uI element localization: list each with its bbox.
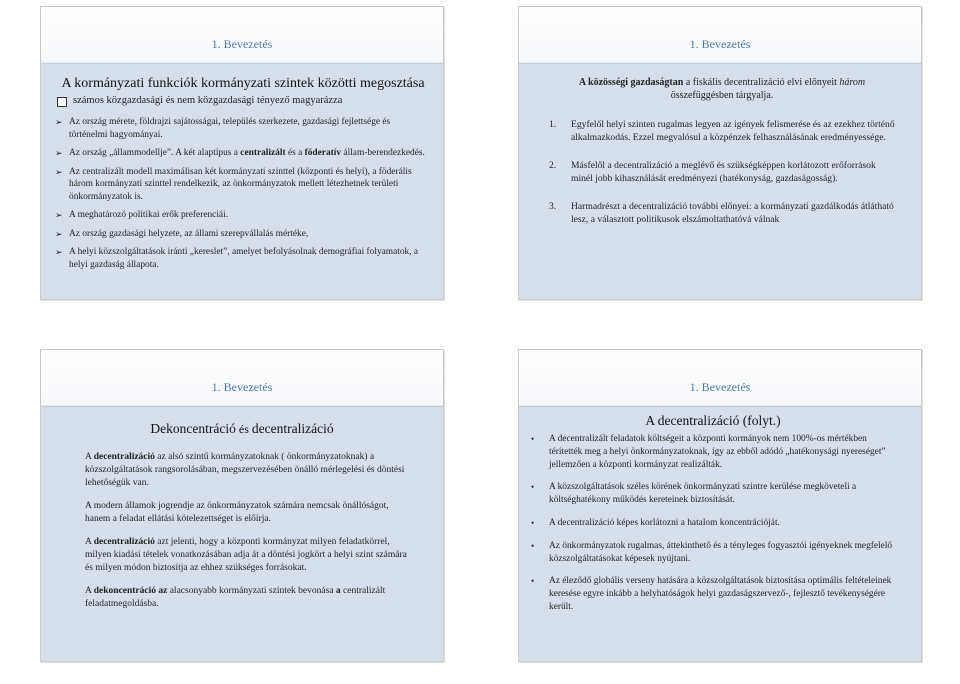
list-item: • Az éleződő globális verseny hatására a közszolgáltatások biztosítása optimális feltételeinek keresése egyre inkább a helyhatóságok helyi gazdaságszervező-, fejlesztő tevékenységére került. [531, 576, 892, 612]
arrow-bullet-icon: ➢ [55, 117, 63, 127]
subtitle-text: számos közgazdasági és nem közgazdasági tényező magyarázza [73, 95, 343, 106]
list-item-text: Az ország „állammodellje”. A két alaptípus a centralizált és a föderatív állam-berendezkedés. [69, 148, 425, 158]
paragraph: A dekoncentráció az alacsonyabb kormányzati szintek bevonása a centralizált feladatmegoldásba. [85, 586, 386, 609]
list-item: • Az önkormányzatok rugalmas, áttekinthető és a tényleges fogyasztói igényeknek megfelelő közszolgáltatásokat képesek nyújtani. [531, 540, 893, 564]
list-item: 2. Másfelől a decentralizáció a meglévő és szükségképpen korlátozott erőforrások minél jobb kihasználását eredményezi (hatékonyság, gazdaságosság). [549, 160, 876, 184]
arrow-bullet-icon: ➢ [55, 148, 63, 158]
bullet-icon: • [531, 482, 535, 493]
list-item [55, 147, 431, 160]
advantage-list [549, 119, 895, 226]
slide-title: Dekoncentráció és decentralizáció [150, 421, 334, 436]
slide-body [41, 63, 443, 299]
list-item: ➢ A meghatározó politikai erők preferenciái. [55, 210, 229, 220]
arrow-bullet-icon: ➢ [55, 210, 63, 220]
list-item: ➢ Az ország mérete, földrajzi sajátosságai, település szerkezete, gazdasági fejlettsége és történelmi hagyományai. [55, 117, 391, 140]
slide-3 [40, 349, 444, 662]
list-item: 3. Harmadrészt a decentralizáció további előnyei: a kormányzati gazdálkodás átlátható lesz, a választott politikusok elszámoltathatóvá válnak [549, 201, 894, 225]
slide-header [519, 7, 921, 63]
list-item: ➢ Az centralizált modell maximálisan két kormányzati szinttel (központi és helyi), a föderális három kormányzati szinttel rendelkezik, az önkormányzatok mellett létezhetnek területi önkormányzatok is. [55, 166, 412, 202]
section-label: 1. Bevezetés [689, 380, 751, 394]
slide-1 [40, 6, 444, 300]
slide-header [41, 7, 443, 63]
section-label: 1. Bevezetés [211, 380, 273, 394]
slide-body [519, 406, 921, 661]
bullet-icon: • [531, 576, 535, 587]
slide-body [519, 63, 921, 299]
list-item: • A közszolgáltatások széles körének önkormányzati szintre kerülése megköveteli a költséghatékony működés kereteinek biztosítását. [531, 482, 857, 506]
slide-4 [518, 349, 922, 662]
slide-title: A kormányzati funkciók kormányzati szintek közötti megosztása [61, 76, 425, 91]
slide-title: A decentralizáció (folyt.) [645, 413, 781, 428]
list-item: ➢ A helyi közszolgáltatások iránti „kereslet”, amelyet befolyásolnak demográfiai folyamatok, a helyi gazdaság állapota. [55, 247, 419, 270]
slide-subtitle [55, 95, 431, 107]
slide-body [41, 406, 443, 661]
slide-header [41, 350, 443, 406]
paragraph: A decentralizáció az alsó szintű kormányzatoknak ( önkormányzatoknak) a közszolgáltatások rangsorolásában, megszervezésében önálló mérlegelési és döntési lehetőségük van. [85, 452, 405, 488]
square-bullet-icon [57, 97, 67, 107]
paragraph: A decentralizáció azt jelenti, hogy a központi kormányzat milyen feladatkörrel, milyen kiadási tételek vonatkozásában adja át a döntési jogkört a helyi szint számára és milyen módon biztosítja az ehhez szükséges forrásokat. [85, 537, 407, 573]
list-item: ➢ Az ország gazdasági helyzete, az állami szerepvállalás mértéke, [55, 228, 309, 239]
arrow-bullet-icon: ➢ [55, 247, 63, 257]
section-label: 1. Bevezetés [211, 37, 273, 51]
slide-header [519, 350, 921, 406]
bullet-icon: • [531, 517, 535, 528]
slide-lead: A közösségi gazdaságtan a fiskális decentralizáció elvi előnyeit három összefüggésben tárgyalja. [578, 77, 866, 101]
arrow-bullet-icon: ➢ [55, 228, 63, 239]
factor-list [55, 116, 431, 271]
paragraph: A modern államok jogrendje az önkormányzatok számára nemcsak önállóságot, hanem a feladat ellátási kötelezettséget is előírja. [85, 501, 389, 524]
list-item: 1. Egyfelől helyi szinten rugalmas legyen az igények felismerése és az ezekhez történő alkalmazkodás. Ezzel megvalósul a közpénzek felhasználásának eredményessége. [549, 119, 895, 143]
arrow-bullet-icon: ➢ [55, 166, 63, 177]
list-item: • A decentralizáció képes korlátozni a hatalom koncentrációját. [531, 517, 780, 528]
bullet-icon: • [531, 540, 535, 551]
bullet-icon: • [531, 434, 535, 444]
section-label: 1. Bevezetés [689, 37, 751, 51]
slide-2 [518, 6, 922, 300]
decentralization-list [519, 433, 907, 614]
list-item: • A decentralizált feladatok költségeit a központi kormányok nem 100%-os mértékben térítették meg a helyi önkormányzatoknak, így az ebből adódó „hatékonysági nyereséget” jellemzően a központi kormányzat realizálták. [531, 434, 886, 470]
